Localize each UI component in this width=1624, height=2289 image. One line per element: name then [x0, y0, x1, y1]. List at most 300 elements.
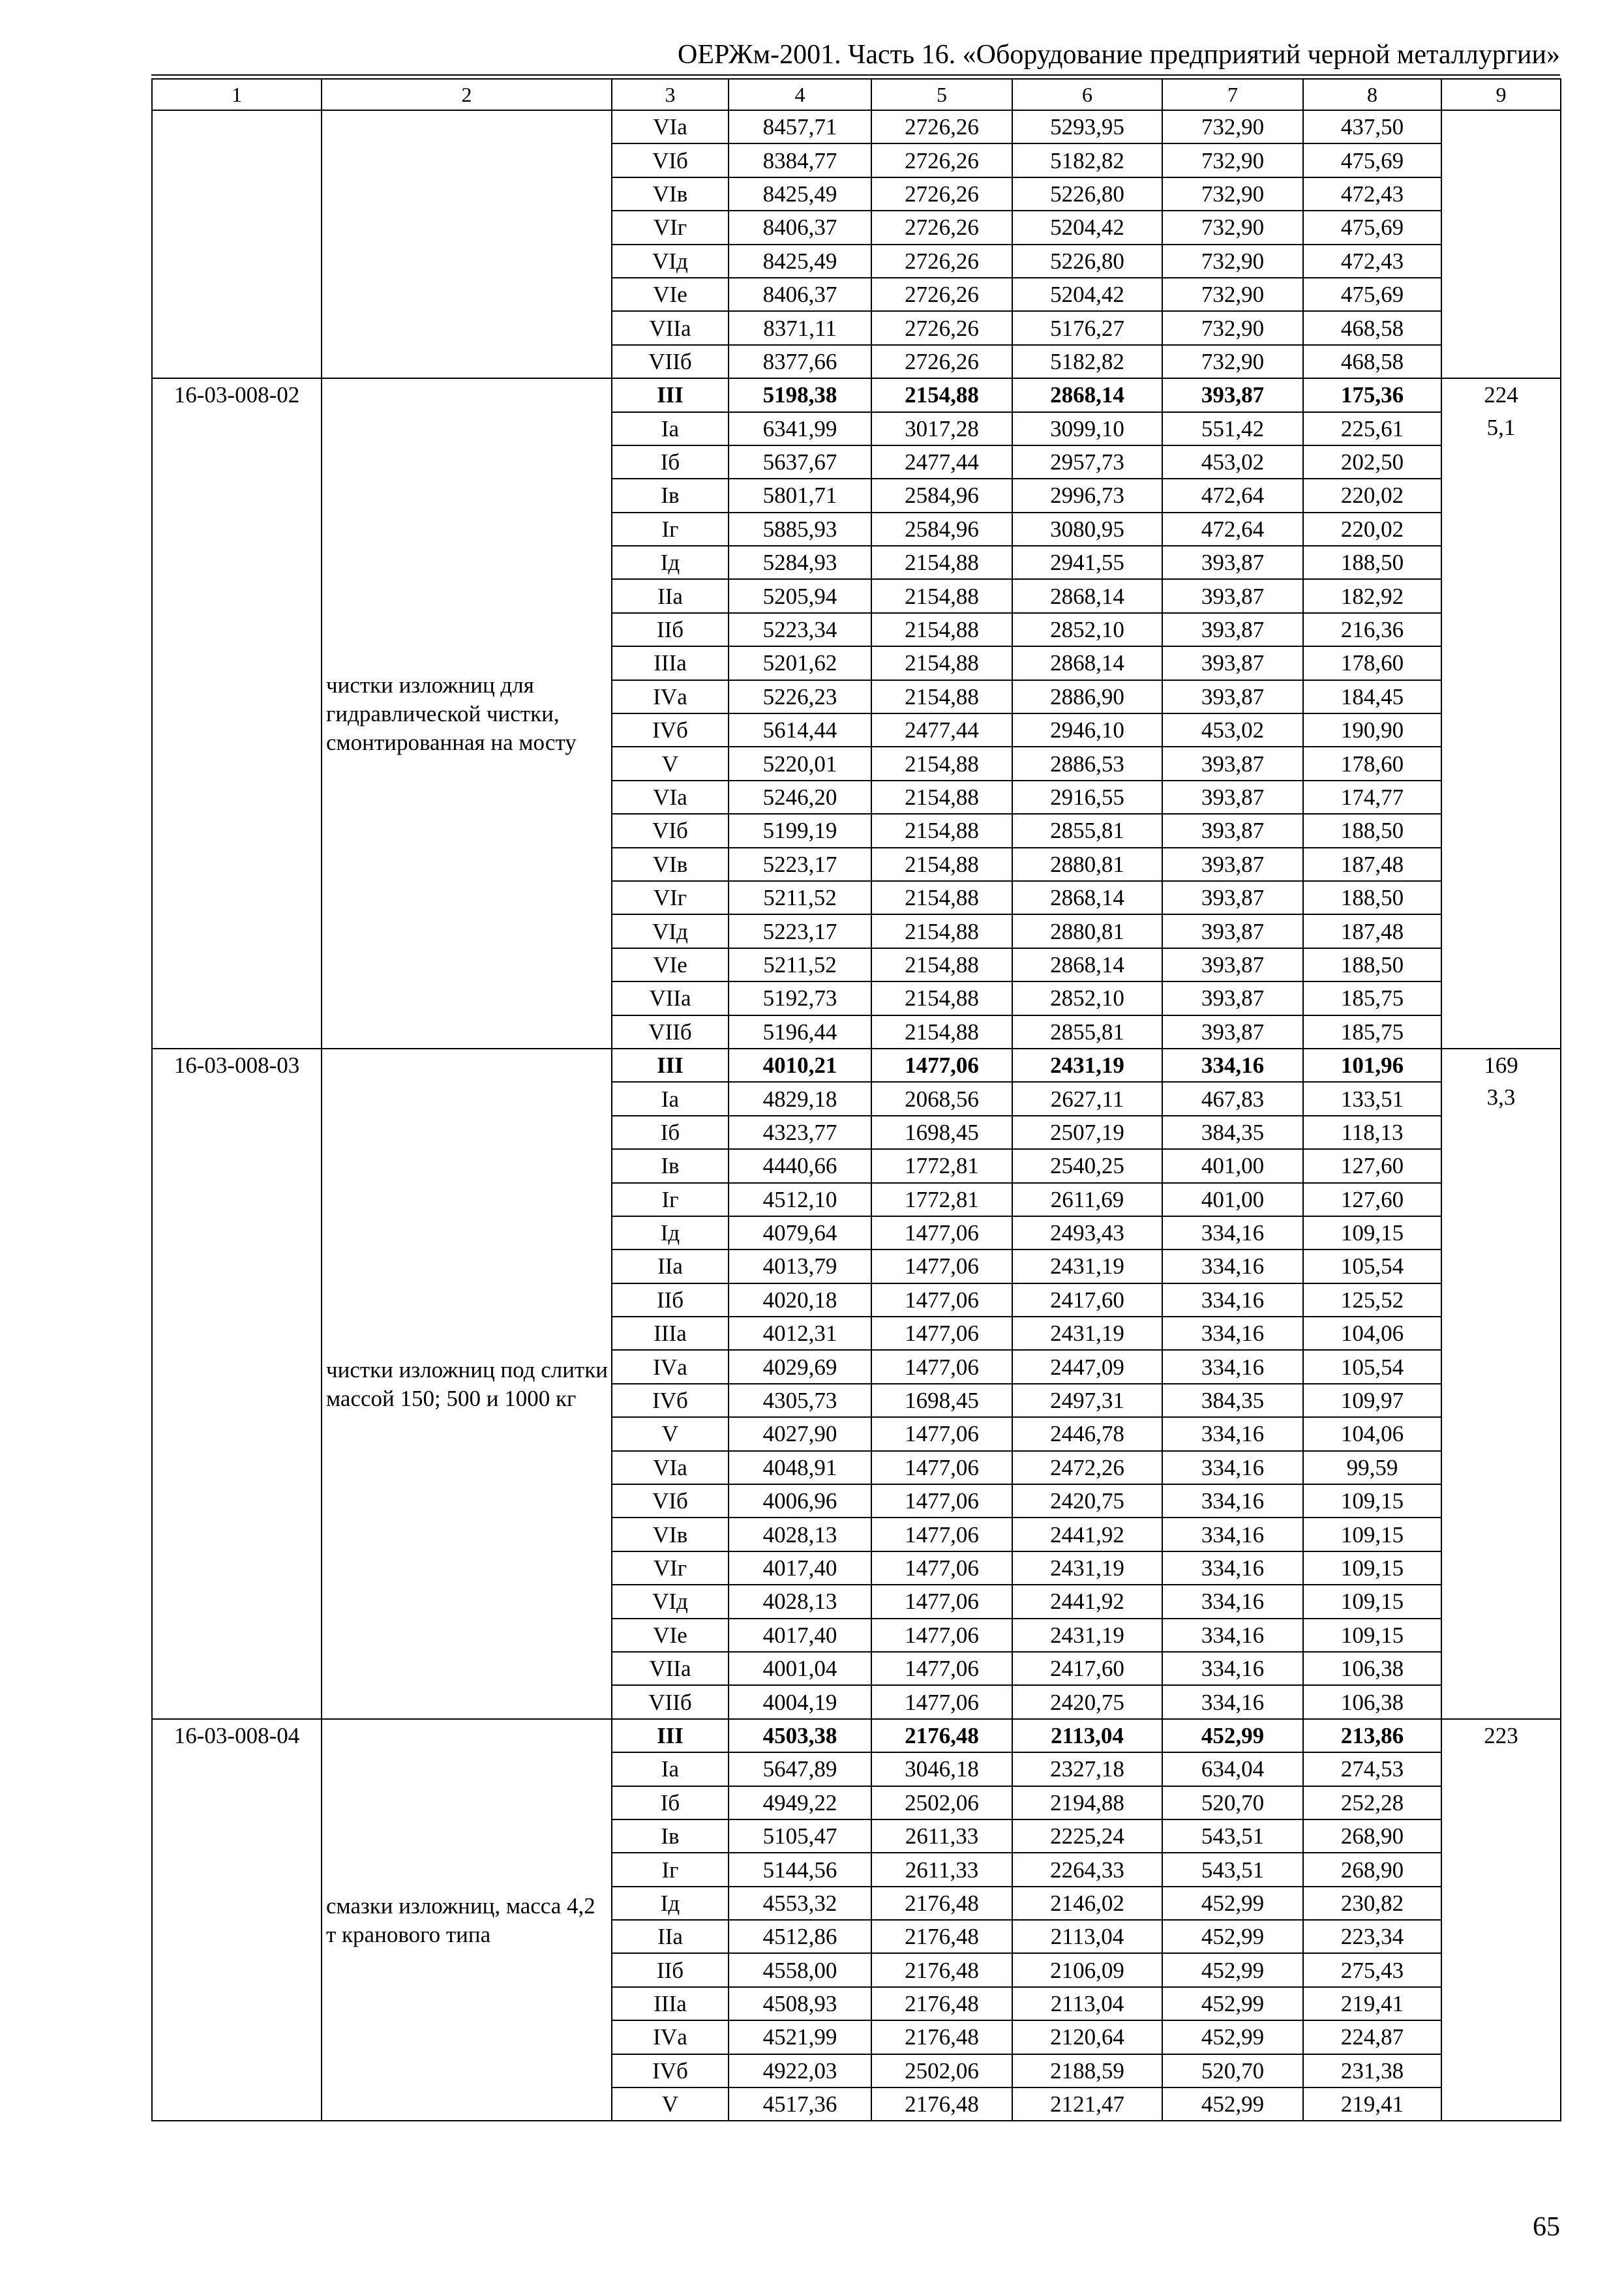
value-cell: 2121,47 [1012, 2087, 1162, 2121]
value-cell: 178,60 [1303, 646, 1441, 680]
column-9-cell [1441, 378, 1561, 1049]
value-cell: 8425,49 [729, 177, 871, 211]
value-cell: 2154,88 [871, 646, 1012, 680]
value-cell: 5105,47 [729, 1819, 871, 1853]
column-9-cell [1441, 1049, 1561, 1719]
value-cell: 393,87 [1162, 881, 1303, 914]
value-cell: 2176,48 [871, 2087, 1012, 2121]
value-cell: 2852,10 [1012, 613, 1162, 646]
class-cell: Iд [612, 546, 729, 579]
value-cell: 216,36 [1303, 613, 1441, 646]
value-cell: 2176,48 [871, 1887, 1012, 1920]
value-cell: 1477,06 [871, 1518, 1012, 1551]
value-cell: 2431,19 [1012, 1551, 1162, 1585]
value-cell: 4503,38 [729, 1719, 871, 1752]
value-cell: 2880,81 [1012, 914, 1162, 948]
value-cell: 5144,56 [729, 1853, 871, 1886]
value-cell: 268,90 [1303, 1819, 1441, 1853]
value-cell: 4010,21 [729, 1049, 871, 1082]
value-cell: 2446,78 [1012, 1417, 1162, 1450]
value-cell: 2946,10 [1012, 713, 1162, 747]
rate-code: 16-03-008-04 [152, 1719, 322, 2121]
value-cell: 220,02 [1303, 479, 1441, 512]
value-cell: 732,90 [1162, 143, 1303, 177]
value-cell: 5226,80 [1012, 177, 1162, 211]
value-cell: 5211,52 [729, 948, 871, 981]
column-9-value: 224 [1484, 382, 1518, 408]
value-cell: 453,02 [1162, 445, 1303, 479]
value-cell: 3080,95 [1012, 513, 1162, 546]
value-cell: 520,70 [1162, 1786, 1303, 1819]
value-cell: 2611,33 [871, 1853, 1012, 1886]
value-cell: 1477,06 [871, 1585, 1012, 1618]
value-cell: 384,35 [1162, 1116, 1303, 1149]
value-cell: 2477,44 [871, 445, 1012, 479]
value-cell: 334,16 [1162, 1551, 1303, 1585]
value-cell: 2584,96 [871, 513, 1012, 546]
column-number: 3 [612, 79, 729, 110]
class-cell: VIIа [612, 981, 729, 1015]
value-cell: 2726,26 [871, 345, 1012, 378]
class-cell: VIб [612, 143, 729, 177]
value-cell: 1477,06 [871, 1484, 1012, 1518]
value-cell: 334,16 [1162, 1619, 1303, 1652]
value-cell: 2176,48 [871, 1953, 1012, 1986]
class-cell: VIв [612, 1518, 729, 1551]
value-cell: 2154,88 [871, 981, 1012, 1015]
value-cell: 551,42 [1162, 412, 1303, 445]
class-cell: III [612, 378, 729, 411]
header-rule [151, 74, 1560, 76]
value-cell: 2154,88 [871, 546, 1012, 579]
value-cell: 5614,44 [729, 713, 871, 747]
value-cell: 2120,64 [1012, 2020, 1162, 2054]
value-cell: 393,87 [1162, 914, 1303, 948]
value-cell: 334,16 [1162, 1350, 1303, 1383]
value-cell: 2852,10 [1012, 981, 1162, 1015]
class-cell: IIа [612, 1249, 729, 1283]
value-cell: 5223,17 [729, 848, 871, 881]
value-cell: 334,16 [1162, 1518, 1303, 1551]
value-cell: 393,87 [1162, 848, 1303, 881]
value-cell: 104,06 [1303, 1317, 1441, 1350]
value-cell: 2886,53 [1012, 747, 1162, 780]
column-number: 2 [322, 79, 612, 110]
value-cell: 732,90 [1162, 245, 1303, 278]
value-cell: 5182,82 [1012, 345, 1162, 378]
value-cell: 468,58 [1303, 345, 1441, 378]
value-cell: 8425,49 [729, 245, 871, 278]
value-cell: 2996,73 [1012, 479, 1162, 512]
class-cell: IIIа [612, 1317, 729, 1350]
value-cell: 133,51 [1303, 1082, 1441, 1115]
value-cell: 5220,01 [729, 747, 871, 780]
value-cell: 4508,93 [729, 1987, 871, 2020]
value-cell: 334,16 [1162, 1283, 1303, 1317]
value-cell: 1772,81 [871, 1149, 1012, 1182]
value-cell: 2726,26 [871, 110, 1012, 143]
value-cell: 334,16 [1162, 1484, 1303, 1518]
value-cell: 2868,14 [1012, 646, 1162, 680]
value-cell: 109,15 [1303, 1551, 1441, 1585]
value-cell: 174,77 [1303, 781, 1441, 814]
value-cell: 2176,48 [871, 1920, 1012, 1953]
value-cell: 4521,99 [729, 2020, 871, 2054]
class-cell: V [612, 747, 729, 780]
column-number: 8 [1303, 79, 1441, 110]
value-cell: 106,38 [1303, 1685, 1441, 1718]
value-cell: 3046,18 [871, 1752, 1012, 1786]
value-cell: 109,15 [1303, 1216, 1441, 1249]
value-cell: 127,60 [1303, 1183, 1441, 1216]
value-cell: 2502,06 [871, 2054, 1012, 2087]
value-cell: 4949,22 [729, 1786, 871, 1819]
value-cell: 5192,73 [729, 981, 871, 1015]
value-cell: 2493,43 [1012, 1216, 1162, 1249]
value-cell: 8371,11 [729, 311, 871, 344]
value-cell: 3017,28 [871, 412, 1012, 445]
value-cell: 231,38 [1303, 2054, 1441, 2087]
class-cell: IVа [612, 1350, 729, 1383]
value-cell: 2154,88 [871, 680, 1012, 713]
class-cell: IIб [612, 1283, 729, 1317]
column-9-value: 223 [1484, 1722, 1518, 1748]
value-cell: 2194,88 [1012, 1786, 1162, 1819]
value-cell: 2886,90 [1012, 680, 1162, 713]
class-cell: Iб [612, 1786, 729, 1819]
value-cell: 4017,40 [729, 1551, 871, 1585]
value-cell: 185,75 [1303, 981, 1441, 1015]
value-cell: 4048,91 [729, 1451, 871, 1484]
value-cell: 2420,75 [1012, 1484, 1162, 1518]
value-cell: 202,50 [1303, 445, 1441, 479]
value-cell: 224,87 [1303, 2020, 1441, 2054]
value-cell: 468,58 [1303, 311, 1441, 344]
value-cell: 475,69 [1303, 211, 1441, 244]
value-cell: 190,90 [1303, 713, 1441, 747]
value-cell: 5246,20 [729, 781, 871, 814]
value-cell: 125,52 [1303, 1283, 1441, 1317]
class-cell: VIе [612, 278, 729, 311]
value-cell: 219,41 [1303, 1987, 1441, 2020]
value-cell: 109,97 [1303, 1384, 1441, 1417]
value-cell: 401,00 [1162, 1149, 1303, 1182]
value-cell: 2113,04 [1012, 1987, 1162, 2020]
value-cell: 2497,31 [1012, 1384, 1162, 1417]
value-cell: 2726,26 [871, 278, 1012, 311]
class-cell: IIб [612, 1953, 729, 1986]
value-cell: 437,50 [1303, 110, 1441, 143]
value-cell: 1477,06 [871, 1283, 1012, 1317]
value-cell: 2507,19 [1012, 1116, 1162, 1149]
value-cell: 2441,92 [1012, 1585, 1162, 1618]
value-cell: 8384,77 [729, 143, 871, 177]
class-cell: VIд [612, 914, 729, 948]
class-cell: VIа [612, 781, 729, 814]
class-cell: III [612, 1049, 729, 1082]
class-cell: Iг [612, 513, 729, 546]
value-cell: 2146,02 [1012, 1887, 1162, 1920]
value-cell: 334,16 [1162, 1249, 1303, 1283]
value-cell: 105,54 [1303, 1350, 1441, 1383]
rate-description: чистки изложниц под слитки массой 150; 500 и 1000 кг [322, 1049, 612, 1719]
value-cell: 5223,34 [729, 613, 871, 646]
page-number: 65 [1533, 2212, 1560, 2242]
value-cell: 5201,62 [729, 646, 871, 680]
value-cell: 118,13 [1303, 1116, 1441, 1149]
class-cell: Iд [612, 1887, 729, 1920]
value-cell: 2502,06 [871, 1786, 1012, 1819]
value-cell: 732,90 [1162, 211, 1303, 244]
value-cell: 393,87 [1162, 613, 1303, 646]
class-cell: VIв [612, 848, 729, 881]
value-cell: 543,51 [1162, 1819, 1303, 1853]
value-cell: 1477,06 [871, 1049, 1012, 1082]
value-cell: 2447,09 [1012, 1350, 1162, 1383]
value-cell: 5284,93 [729, 546, 871, 579]
value-cell: 127,60 [1303, 1149, 1441, 1182]
value-cell: 2584,96 [871, 479, 1012, 512]
class-cell: Iа [612, 1752, 729, 1786]
value-cell: 2726,26 [871, 211, 1012, 244]
value-cell: 175,36 [1303, 378, 1441, 411]
column-number-row [152, 79, 1561, 110]
value-cell: 1477,06 [871, 1652, 1012, 1685]
value-cell: 5198,38 [729, 378, 871, 411]
value-cell: 475,69 [1303, 278, 1441, 311]
table-row-base [152, 1719, 1561, 1752]
class-cell: Iг [612, 1183, 729, 1216]
value-cell: 187,48 [1303, 848, 1441, 881]
value-cell: 188,50 [1303, 546, 1441, 579]
value-cell: 4017,40 [729, 1619, 871, 1652]
value-cell: 109,15 [1303, 1585, 1441, 1618]
value-cell: 634,04 [1162, 1752, 1303, 1786]
value-cell: 334,16 [1162, 1317, 1303, 1350]
rate-code: 16-03-008-02 [152, 378, 322, 1049]
rate-description: смазки изложниц, масса 4,2 т кранового типа [322, 1719, 612, 2121]
value-cell: 2477,44 [871, 713, 1012, 747]
value-cell: 2113,04 [1012, 1920, 1162, 1953]
value-cell: 520,70 [1162, 2054, 1303, 2087]
value-cell: 2941,55 [1012, 546, 1162, 579]
value-cell: 2957,73 [1012, 445, 1162, 479]
class-cell: VIе [612, 948, 729, 981]
value-cell: 2225,24 [1012, 1819, 1162, 1853]
value-cell: 2154,88 [871, 814, 1012, 847]
value-cell: 1477,06 [871, 1451, 1012, 1484]
value-cell: 274,53 [1303, 1752, 1441, 1786]
rate-code: 16-03-008-03 [152, 1049, 322, 1719]
value-cell: 4440,66 [729, 1149, 871, 1182]
column-9-value: 5,1 [1486, 414, 1516, 440]
class-cell: VIIа [612, 311, 729, 344]
value-cell: 393,87 [1162, 814, 1303, 847]
value-cell: 106,38 [1303, 1652, 1441, 1685]
value-cell: 334,16 [1162, 1685, 1303, 1718]
value-cell: 4029,69 [729, 1350, 871, 1383]
value-cell: 2417,60 [1012, 1652, 1162, 1685]
class-cell: VIг [612, 881, 729, 914]
value-cell: 393,87 [1162, 378, 1303, 411]
value-cell: 334,16 [1162, 1049, 1303, 1082]
value-cell: 5637,67 [729, 445, 871, 479]
value-cell: 4006,96 [729, 1484, 871, 1518]
value-cell: 2868,14 [1012, 948, 1162, 981]
value-cell: 2611,69 [1012, 1183, 1162, 1216]
value-cell: 1477,06 [871, 1216, 1012, 1249]
value-cell: 1477,06 [871, 1619, 1012, 1652]
table-row [152, 110, 1561, 143]
value-cell: 4079,64 [729, 1216, 871, 1249]
value-cell: 4512,10 [729, 1183, 871, 1216]
value-cell: 393,87 [1162, 747, 1303, 780]
value-cell: 2868,14 [1012, 579, 1162, 612]
page-header: ОЕРЖм-2001. Часть 16. «Оборудование предприятий черной металлургии» [678, 40, 1560, 70]
class-cell: IVб [612, 713, 729, 747]
value-cell: 5223,17 [729, 914, 871, 948]
value-cell: 2176,48 [871, 2020, 1012, 2054]
value-cell: 4001,04 [729, 1652, 871, 1685]
value-cell: 393,87 [1162, 948, 1303, 981]
value-cell: 2420,75 [1012, 1685, 1162, 1718]
value-cell: 2154,88 [871, 948, 1012, 981]
class-cell: VIIб [612, 1685, 729, 1718]
value-cell: 188,50 [1303, 948, 1441, 981]
value-cell: 452,99 [1162, 2020, 1303, 2054]
column-9-value: 169 [1484, 1052, 1518, 1078]
value-cell: 188,50 [1303, 814, 1441, 847]
value-cell: 2154,88 [871, 781, 1012, 814]
value-cell: 182,92 [1303, 579, 1441, 612]
value-cell: 4558,00 [729, 1953, 871, 1986]
class-cell: VIд [612, 1585, 729, 1618]
column-number: 5 [871, 79, 1012, 110]
value-cell: 334,16 [1162, 1417, 1303, 1450]
value-cell: 5226,80 [1012, 245, 1162, 278]
class-cell: Iб [612, 445, 729, 479]
value-cell: 104,06 [1303, 1417, 1441, 1450]
value-cell: 1698,45 [871, 1384, 1012, 1417]
value-cell: 5199,19 [729, 814, 871, 847]
value-cell: 4013,79 [729, 1249, 871, 1283]
class-cell: VIг [612, 211, 729, 244]
value-cell: 4922,03 [729, 2054, 871, 2087]
value-cell: 4305,73 [729, 1384, 871, 1417]
class-cell: Iб [612, 1116, 729, 1149]
value-cell: 2726,26 [871, 245, 1012, 278]
value-cell: 5205,94 [729, 579, 871, 612]
value-cell: 5182,82 [1012, 143, 1162, 177]
value-cell: 475,69 [1303, 143, 1441, 177]
class-cell: IIа [612, 1920, 729, 1953]
value-cell: 467,83 [1162, 1082, 1303, 1115]
value-cell: 178,60 [1303, 747, 1441, 780]
class-cell: Iд [612, 1216, 729, 1249]
value-cell: 543,51 [1162, 1853, 1303, 1886]
value-cell: 2431,19 [1012, 1049, 1162, 1082]
class-cell: VIа [612, 110, 729, 143]
class-cell: VIIа [612, 1652, 729, 1685]
value-cell: 2726,26 [871, 311, 1012, 344]
value-cell: 2154,88 [871, 747, 1012, 780]
value-cell: 109,15 [1303, 1518, 1441, 1551]
value-cell: 453,02 [1162, 713, 1303, 747]
value-cell: 230,82 [1303, 1887, 1441, 1920]
column-number: 1 [152, 79, 322, 110]
value-cell: 401,00 [1162, 1183, 1303, 1216]
value-cell: 8457,71 [729, 110, 871, 143]
value-cell: 99,59 [1303, 1451, 1441, 1484]
value-cell: 732,90 [1162, 110, 1303, 143]
value-cell: 2726,26 [871, 177, 1012, 211]
class-cell: III [612, 1719, 729, 1752]
value-cell: 334,16 [1162, 1451, 1303, 1484]
class-cell: VIг [612, 1551, 729, 1585]
column-9-cell-continued [1441, 110, 1561, 378]
value-cell: 732,90 [1162, 311, 1303, 344]
value-cell: 5885,93 [729, 513, 871, 546]
value-cell: 732,90 [1162, 177, 1303, 211]
value-cell: 4004,19 [729, 1685, 871, 1718]
class-cell: IIIа [612, 1987, 729, 2020]
value-cell: 393,87 [1162, 579, 1303, 612]
value-cell: 1477,06 [871, 1317, 1012, 1350]
value-cell: 6341,99 [729, 412, 871, 445]
value-cell: 5226,23 [729, 680, 871, 713]
value-cell: 8406,37 [729, 211, 871, 244]
value-cell: 188,50 [1303, 881, 1441, 914]
value-cell: 1477,06 [871, 1350, 1012, 1383]
value-cell: 4553,32 [729, 1887, 871, 1920]
class-cell: Iв [612, 479, 729, 512]
class-cell: VIа [612, 1451, 729, 1484]
value-cell: 4517,36 [729, 2087, 871, 2121]
value-cell: 2113,04 [1012, 1719, 1162, 1752]
class-cell: V [612, 2087, 729, 2121]
value-cell: 334,16 [1162, 1585, 1303, 1618]
value-cell: 2188,59 [1012, 2054, 1162, 2087]
value-cell: 452,99 [1162, 1953, 1303, 1986]
value-cell: 2176,48 [871, 1719, 1012, 1752]
value-cell: 472,64 [1162, 479, 1303, 512]
value-cell: 2916,55 [1012, 781, 1162, 814]
value-cell: 452,99 [1162, 1887, 1303, 1920]
value-cell: 2264,33 [1012, 1853, 1162, 1886]
value-cell: 472,43 [1303, 177, 1441, 211]
value-cell: 275,43 [1303, 1953, 1441, 1986]
description-cell-continued [322, 110, 612, 378]
class-cell: IIб [612, 613, 729, 646]
rate-description: чистки изложниц для гидравлической чистки, смонтированная на мосту [322, 378, 612, 1049]
value-cell: 5293,95 [1012, 110, 1162, 143]
value-cell: 268,90 [1303, 1853, 1441, 1886]
value-cell: 452,99 [1162, 1719, 1303, 1752]
value-cell: 384,35 [1162, 1384, 1303, 1417]
code-cell-continued [152, 110, 322, 378]
value-cell: 2154,88 [871, 378, 1012, 411]
value-cell: 2068,56 [871, 1082, 1012, 1115]
class-cell: IVа [612, 2020, 729, 2054]
class-cell: VIе [612, 1619, 729, 1652]
value-cell: 472,43 [1303, 245, 1441, 278]
value-cell: 2868,14 [1012, 378, 1162, 411]
value-cell: 2106,09 [1012, 1953, 1162, 1986]
value-cell: 2176,48 [871, 1987, 1012, 2020]
value-cell: 2154,88 [871, 613, 1012, 646]
class-cell: V [612, 1417, 729, 1450]
value-cell: 452,99 [1162, 1987, 1303, 2020]
